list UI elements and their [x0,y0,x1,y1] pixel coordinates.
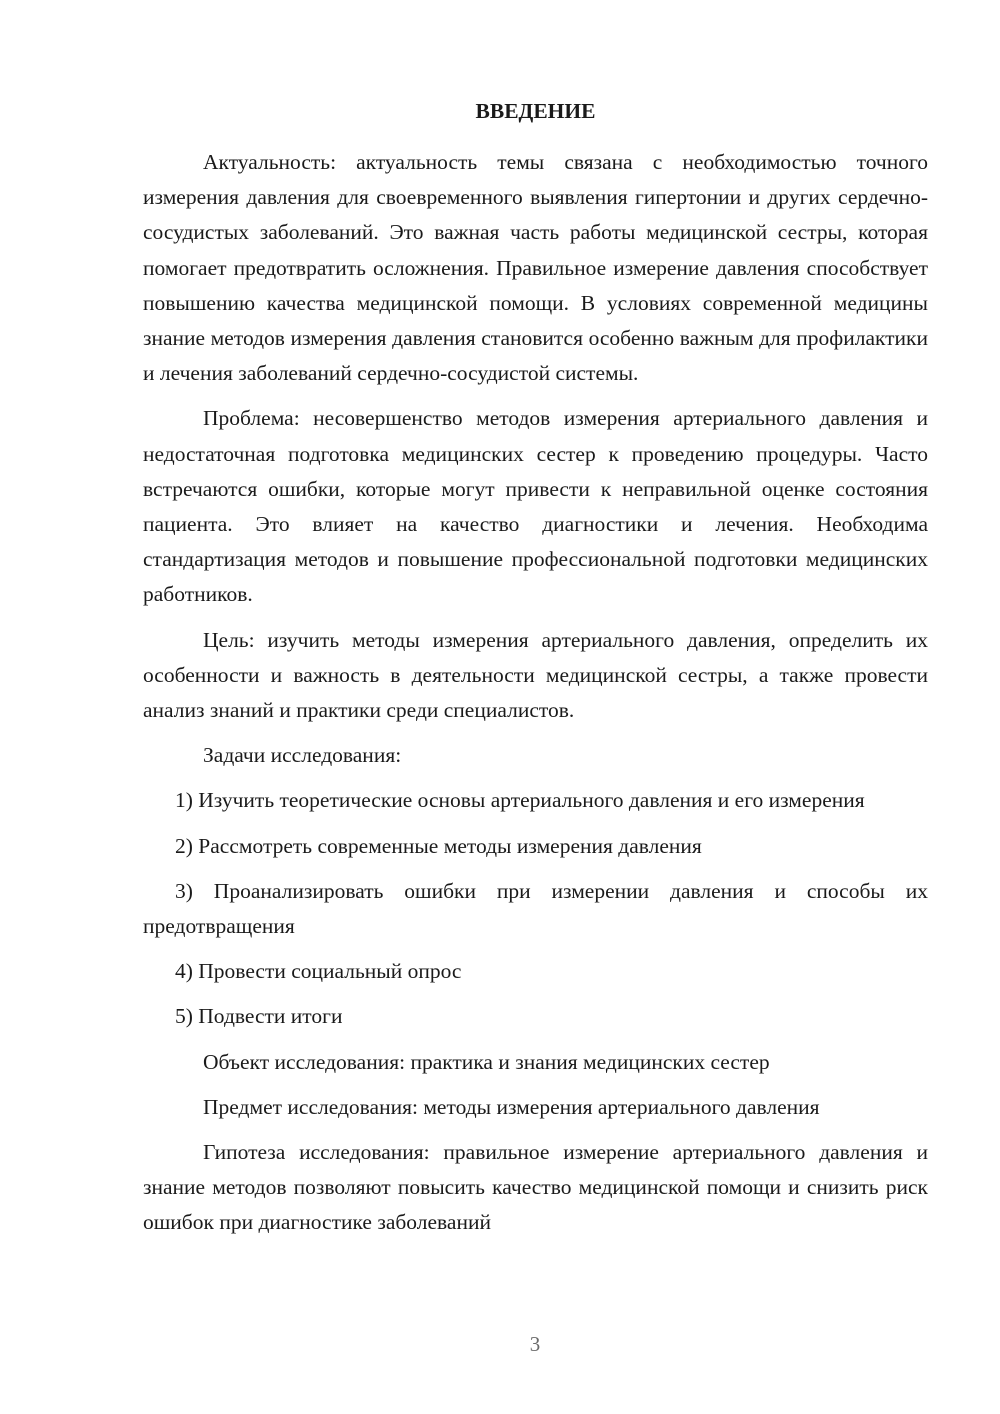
research-hypothesis: Гипотеза исследования: правильное измерение артериального давления и знание методов позволяют повысить качество медицинской помощи и снизить риск ошибок при диагностике заболеваний [143,1140,928,1235]
goal-paragraph: Цель: изучить методы измерения артериального давления, определить их особенности и важность в деятельности медицинской сестры, а также провести анализ знаний и практики среди специалистов. [143,627,928,723]
task-item-3: 3) Проанализировать ошибки при измерении давления и способы их предотвращения [143,878,928,939]
relevance-paragraph: Актуальность: актуальность темы связана с необходимостью точного измерения давления для своевременного выявления гипертонии и других сердечно-сосудистых заболеваний. Это важная часть работы медицинской сестры, которая помогает предотвратить осложнения. Правильное измерение давления способствует повышению качества медицинской помощи. В условиях современной медицины знание методов измерения давления становится особенно важным для профилактики и лечения заболеваний сердечно-сосудистой системы. [143,150,928,386]
task-item-4: 4) Провести социальный опрос [175,959,462,984]
tasks-heading: Задачи исследования: [203,743,402,768]
task-item-1: 1) Изучить теоретические основы артериального давления и его измерения [175,788,865,813]
research-subject: Предмет исследования: методы измерения артериального давления [203,1094,820,1119]
page-number: 3 [529,1332,541,1356]
task-item-5: 5) Подвести итоги [175,1004,343,1029]
task-item-2: 2) Рассмотреть современные методы измерения давления [175,833,702,858]
research-object: Объект исследования: практика и знания медицинских сестер [203,1049,770,1074]
section-title: ВВЕДЕНИЕ [475,99,596,123]
page-body [143,96,928,1251]
problem-paragraph: Проблема: несовершенство методов измерения артериального давления и недостаточная подготовка медицинских сестер к проведению процедуры. Часто встречаются ошибки, которые могут привести к неправильной оценке состояния пациента. Это влияет на качество диагностики и лечения. Необходима стандартизация методов и повышение профессиональной подготовки медицинских работников. [143,406,928,607]
